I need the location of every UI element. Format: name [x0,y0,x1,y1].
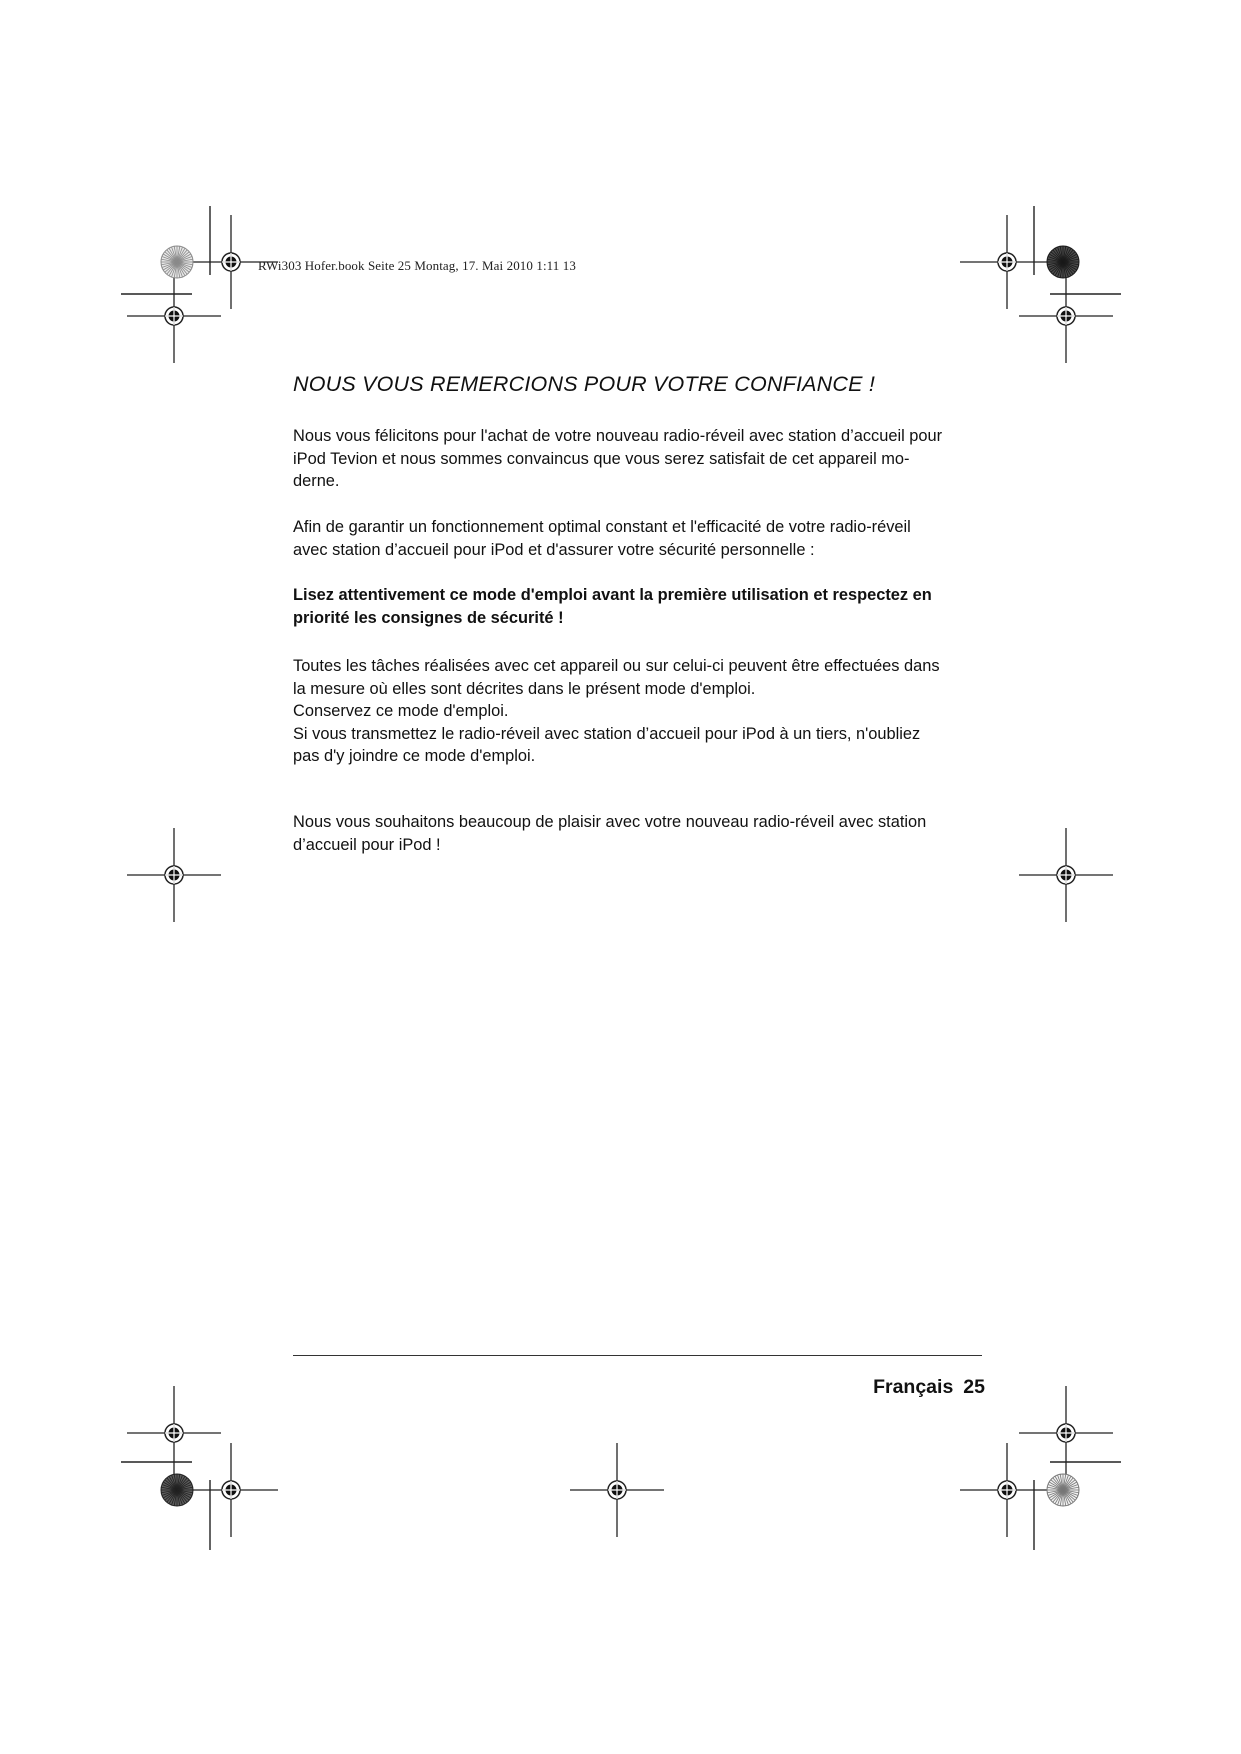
text-line: derne. [293,472,340,490]
purpose-paragraph [293,516,985,561]
radial-starburst-icon [161,1474,193,1506]
radial-starburst-icon [161,246,193,278]
text-line: d’accueil pour iPod ! [293,835,441,854]
footer-divider [293,1355,982,1356]
text-line: Nous vous souhaitons beaucoup de plaisir avec votre nouveau radio-réveil avec station [293,813,927,831]
footer-language: Français [873,1376,954,1398]
text-line: priorité les consignes de sécurité ! [293,608,564,627]
radial-starburst-icon [1047,1474,1079,1506]
closing-paragraph [293,811,985,856]
crosshair-circle-icon [127,828,221,922]
page-number: 25 [963,1376,985,1398]
text-line: pas d'y joindre ce mode d'emploi. [293,747,536,765]
crosshair-circle-icon [1019,828,1113,922]
crosshair-circle-icon [960,215,1054,309]
text-line: iPod Tevion et nous sommes convaincus que vous serez satisfait de cet appareil mo- [293,449,910,468]
text-line: la mesure où elles sont décrites dans le présent mode d'emploi. [293,679,756,698]
text-line: Conservez ce mode d'emploi. [293,702,509,720]
crosshair-circle-icon [570,1443,664,1537]
text-line: Si vous transmettez le radio-réveil avec station d’accueil pour iPod à un tiers, n'oubliez [293,724,921,743]
safety-instruction [293,584,985,629]
text-line: avec station d’accueil pour iPod et d'assurer votre sécurité personnelle : [293,540,815,559]
text-line: Lisez attentivement ce mode d'emploi avant la première utilisation et respectez en [293,586,932,604]
crosshair-circle-icon [127,269,221,363]
text-line: Nous vous félicitons pour l'achat de votre nouveau radio-réveil avec station d’accueil pour [293,427,943,445]
crosshair-circle-icon [960,1443,1054,1537]
crosshair-circle-icon [1019,269,1113,363]
page-footer [873,1376,985,1399]
usage-paragraph [293,655,985,768]
radial-starburst-icon [1047,246,1079,278]
text-line: Toutes les tâches réalisées avec cet appareil ou sur celui-ci peuvent être effectuées dans [293,657,940,675]
crosshair-circle-icon [184,1443,278,1537]
intro-paragraph [293,425,985,493]
text-line: Afin de garantir un fonctionnement optimal constant et l'efficacité de votre radio-réveil [293,518,911,536]
crosshair-circle-icon [1019,1386,1113,1480]
crosshair-circle-icon [127,1386,221,1480]
page-title: NOUS VOUS REMERCIONS POUR VOTRE CONFIANCE ! [293,372,875,396]
print-slug: RWi303 Hofer.book Seite 25 Montag, 17. Mai 2010 1:11 13 [258,258,576,273]
